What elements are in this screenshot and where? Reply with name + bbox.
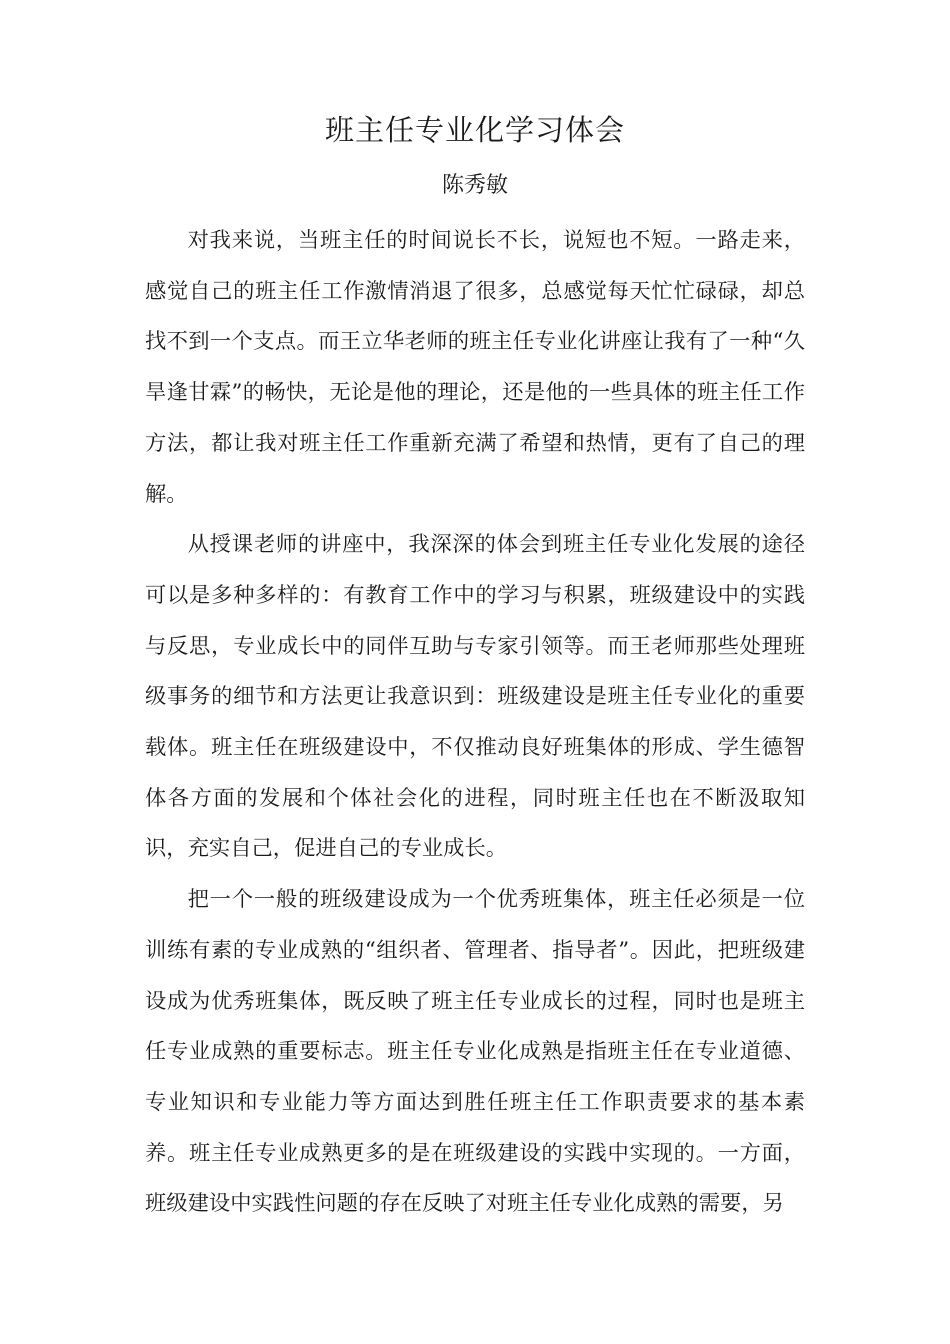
document-body [145,216,805,1230]
paragraph-3: 把一个一般的班级建设成为一个优秀班集体，班主任必须是一位训练有素的专业成熟的“组织者、管理者、指导者”。因此，把班级建设成为优秀班集体，既反映了班主任专业成长的过程，同时也是班主任专业成熟的重要标志。班主任专业化成熟是指班主任在专业道德、专业知识和专业能力等方面达到胜任班主任工作职责要求的基本素养。班主任专业成熟更多的是在班级建设的实践中实现的。一方面，班级建设中实践性问题的存在反映了对班主任专业化成熟的需要，另 [145,887,805,1217]
author-name: 陈秀敏 [441,173,508,198]
paragraph-2: 从授课老师的讲座中，我深深的体会到班主任专业化发展的途径可以是多种多样的：有教育工作中的学习与积累，班级建设中的实践与反思，专业成长中的同伴互助与专家引领等。而王老师那些处理班级事务的细节和方法更让我意识到：班级建设是班主任专业化的重要载体。班主任在班级建设中，不仅推动良好班集体的形成、学生德智体各方面的发展和个体社会化的进程，同时班主任也在不断汲取知识，充实自己，促进自己的专业成长。 [145,532,805,862]
paragraph-1: 对我来说，当班主任的时间说长不长，说短也不短。一路走来，感觉自己的班主任工作激情消退了很多，总感觉每天忙忙碌碌，却总找不到一个支点。而王立华老师的班主任专业化讲座让我有了一种“久旱逢甘霖”的畅快，无论是他的理论，还是他的一些具体的班主任工作方法，都让我对班主任工作重新充满了希望和热情，更有了自己的理解。 [145,228,805,507]
document-title: 班主任专业化学习体会 [324,113,625,147]
